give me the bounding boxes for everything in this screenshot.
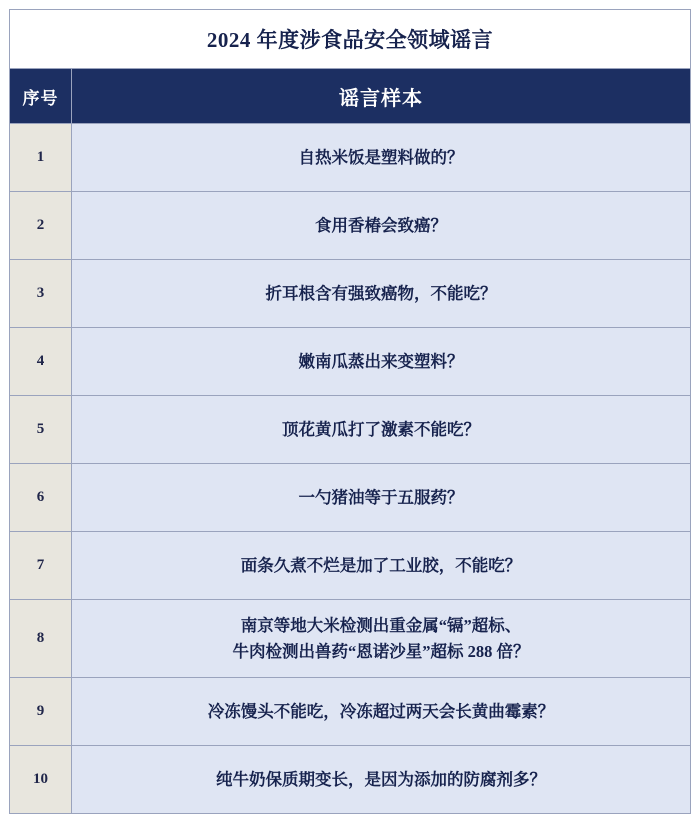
row-sample-line: 冷冻馒头不能吃，冷冻超过两天会长黄曲霉素？ xyxy=(207,701,555,721)
row-index: 3 xyxy=(10,260,72,328)
row-index: 2 xyxy=(10,192,72,260)
row-sample xyxy=(72,678,691,746)
row-sample-line: 面条久煮不烂是加了工业胶，不能吃？ xyxy=(240,555,522,575)
row-sample-line: 牛肉检测出兽药“恩诺沙星”超标 288 倍？ xyxy=(232,641,530,661)
row-sample xyxy=(72,396,691,464)
row-sample-line: 食用香椿会致癌？ xyxy=(315,215,447,235)
row-index: 8 xyxy=(10,600,72,678)
header-row xyxy=(10,69,691,124)
row-index: 9 xyxy=(10,678,72,746)
row-sample xyxy=(72,192,691,260)
row-sample xyxy=(72,532,691,600)
row-sample-line: 纯牛奶保质期变长，是因为添加的防腐剂多？ xyxy=(216,769,546,789)
row-sample-line: 折耳根含有强致癌物，不能吃？ xyxy=(265,283,497,303)
row-sample-line: 南京等地大米检测出重金属“镉”超标、 xyxy=(240,615,522,635)
table-row xyxy=(10,396,691,464)
row-sample xyxy=(72,260,691,328)
row-sample xyxy=(72,328,691,396)
row-index: 5 xyxy=(10,396,72,464)
row-sample-line: 嫩南瓜蒸出来变塑料？ xyxy=(298,351,464,371)
column-header-index: 序号 xyxy=(10,69,72,124)
row-sample-line: 顶花黄瓜打了激素不能吃？ xyxy=(282,419,480,439)
row-sample xyxy=(72,600,691,678)
table-row xyxy=(10,328,691,396)
row-sample-line: 一勺猪油等于五服药？ xyxy=(298,487,464,507)
table-row xyxy=(10,260,691,328)
table-row xyxy=(10,678,691,746)
row-index: 4 xyxy=(10,328,72,396)
row-index: 1 xyxy=(10,124,72,192)
table-row xyxy=(10,124,691,192)
row-sample xyxy=(72,746,691,814)
row-sample-line: 自热米饭是塑料做的？ xyxy=(298,147,464,167)
table-body xyxy=(10,10,691,814)
title-row xyxy=(10,10,691,69)
row-sample xyxy=(72,464,691,532)
table-row xyxy=(10,464,691,532)
row-index: 10 xyxy=(10,746,72,814)
rumor-table xyxy=(9,9,691,814)
table-row xyxy=(10,600,691,678)
table-row xyxy=(10,746,691,814)
table-row xyxy=(10,532,691,600)
row-index: 6 xyxy=(10,464,72,532)
table-row xyxy=(10,192,691,260)
column-header-sample: 谣言样本 xyxy=(72,69,691,124)
page-title: 2024 年度涉食品安全领域谣言 xyxy=(10,10,691,69)
row-sample xyxy=(72,124,691,192)
row-index: 7 xyxy=(10,532,72,600)
